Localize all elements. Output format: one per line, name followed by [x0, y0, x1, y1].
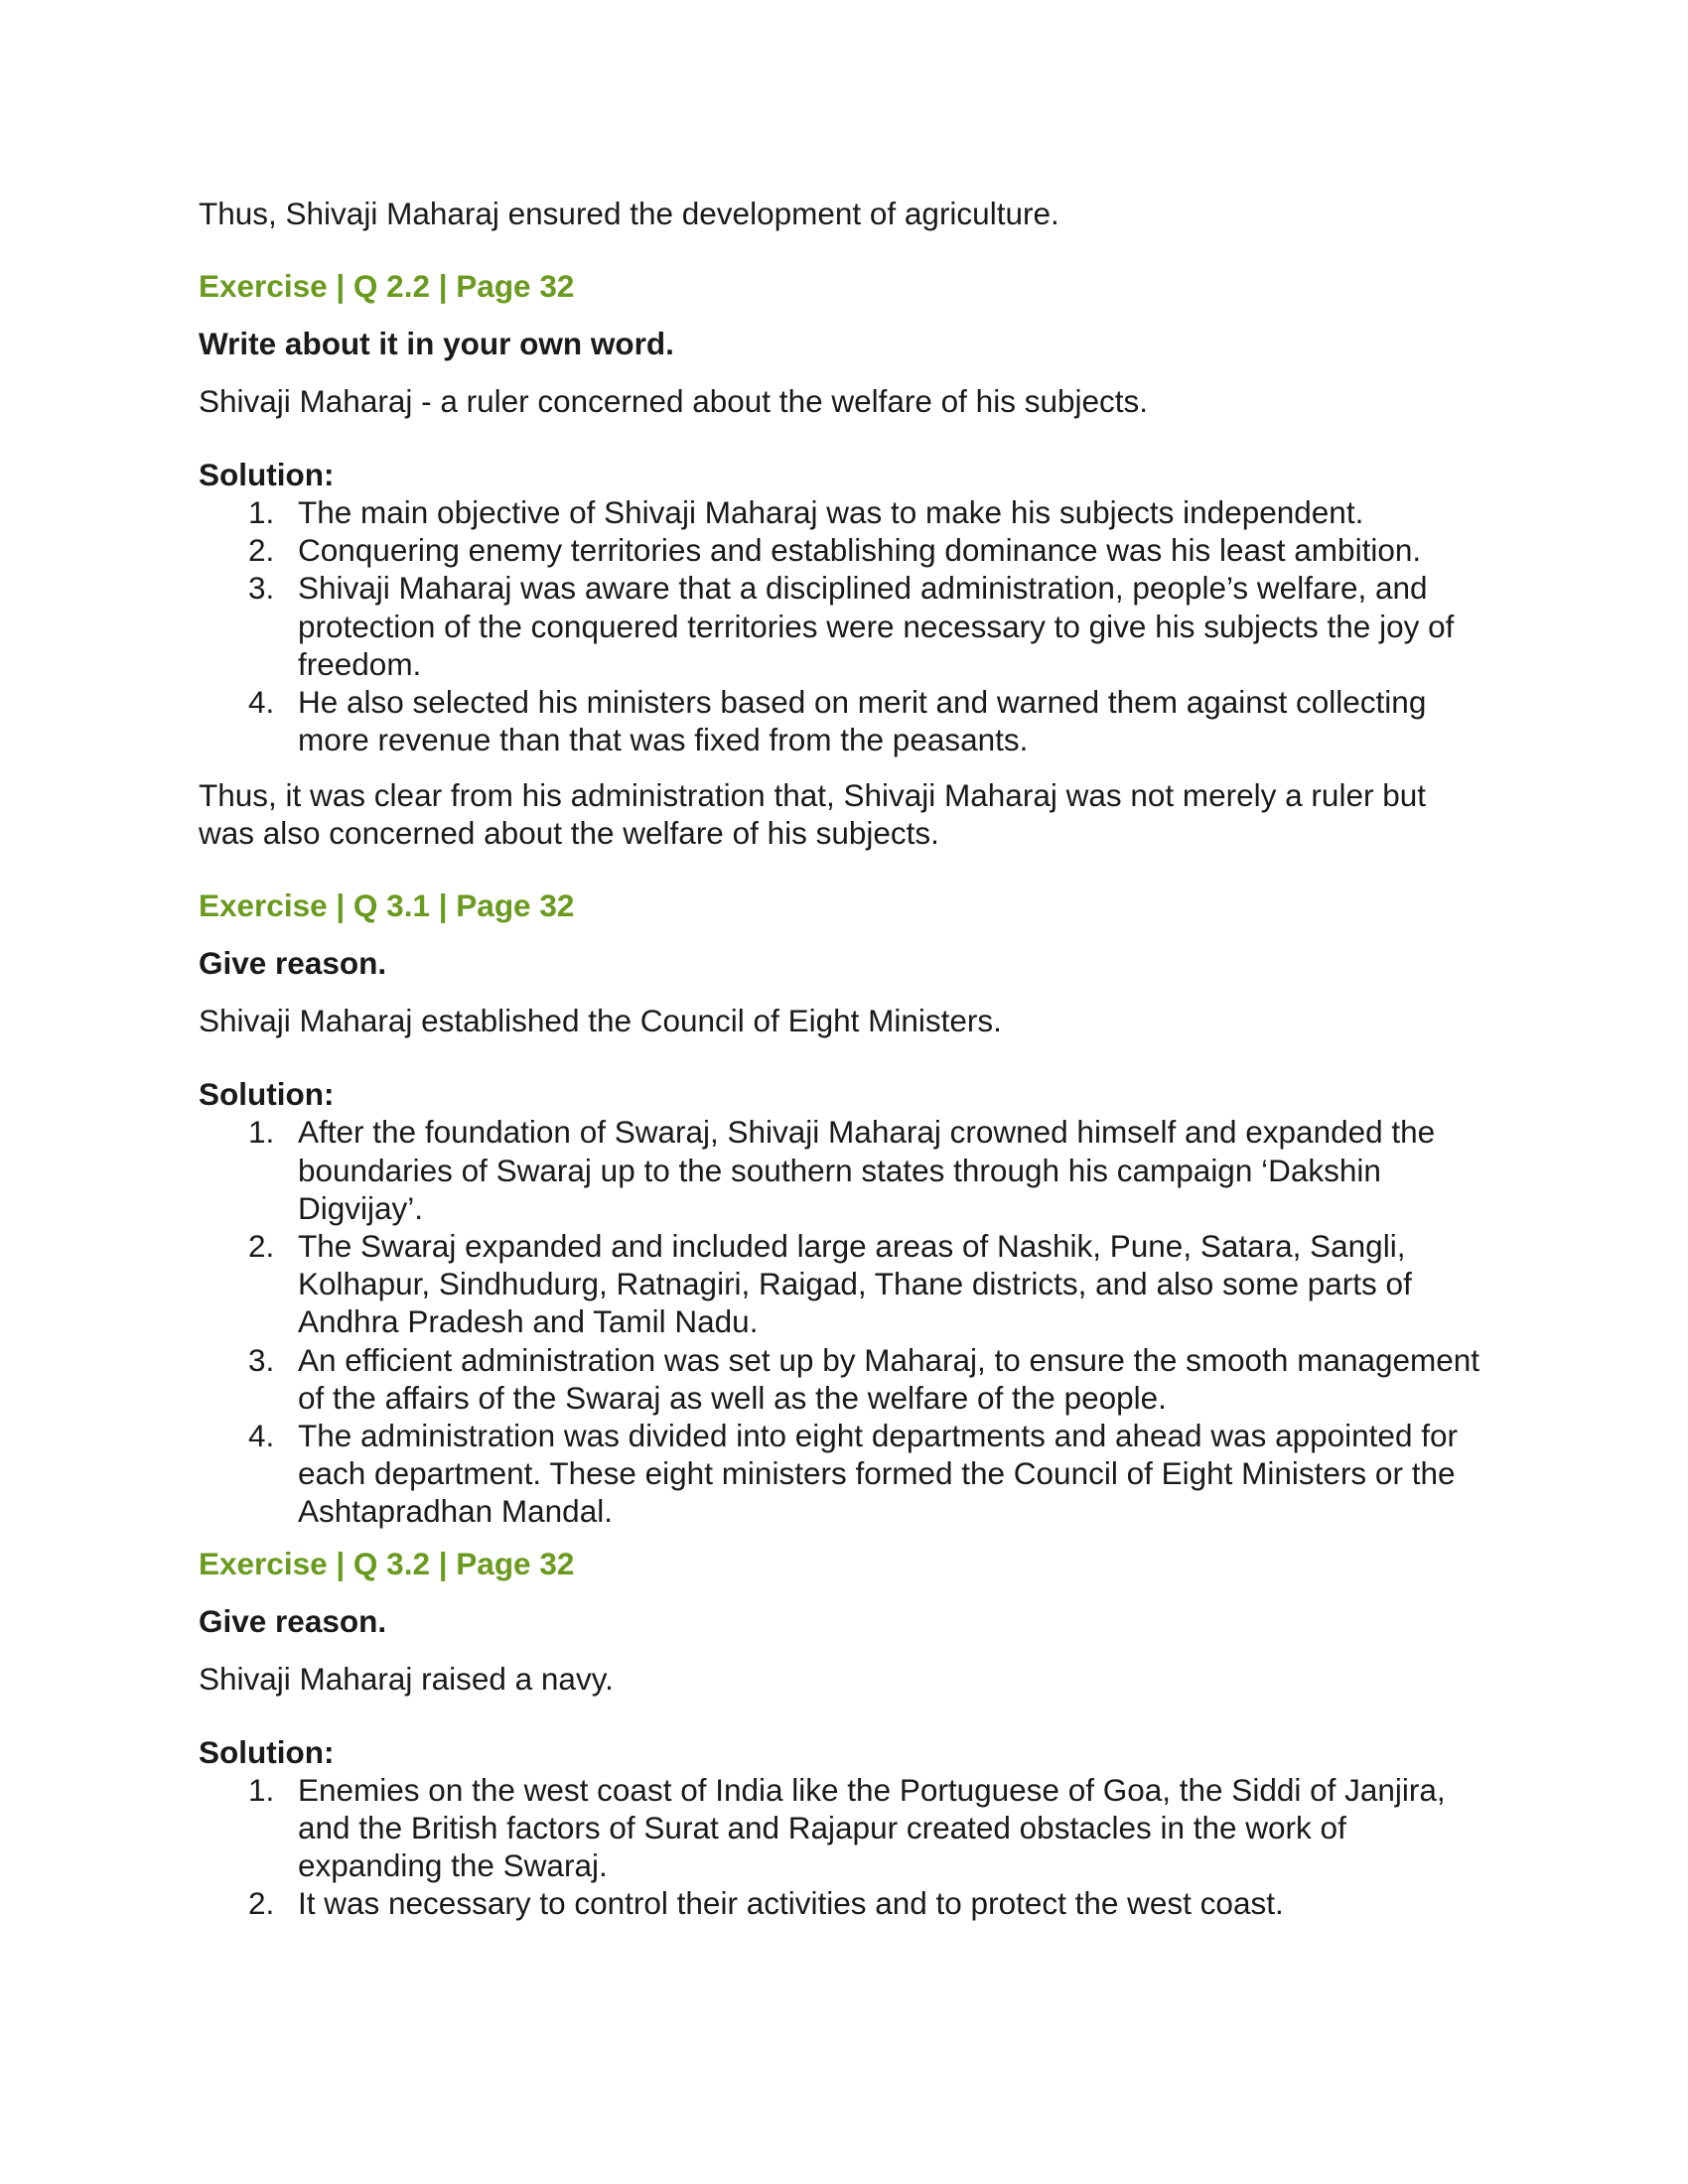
solution-list: [199, 1771, 1489, 1923]
list-item: [199, 1884, 1489, 1922]
solution-label: Solution:: [199, 1733, 335, 1770]
list-item: [199, 569, 1489, 683]
list-number: 1.: [248, 1114, 275, 1151]
list-number: 3.: [248, 1341, 275, 1378]
list-item-text: After the foundation of Swaraj, Shivaji Maharaj crowned himself and expanded the boundaries of Swaraj up to the southern states through his campaign ‘Dakshin Digvijay’.: [298, 1114, 1436, 1226]
list-number: 4.: [248, 684, 275, 721]
list-item: [199, 531, 1489, 569]
list-item: [199, 1113, 1489, 1227]
list-item-text: The Swaraj expanded and included large areas of Nashik, Pune, Satara, Sangli, Kolhapur, Sindhudurg, Ratnagiri, Raigad, Thane districts, and also some parts of Andhra Pradesh and Tamil Nadu.: [298, 1228, 1412, 1340]
list-number: 1.: [248, 494, 275, 530]
list-item: [199, 1341, 1489, 1417]
conclusion-paragraph: Thus, it was clear from his administration that, Shivaji Maharaj was not merely a ruler but was also concerned about the welfare of his subjects.: [199, 777, 1426, 852]
solution-list: [199, 493, 1489, 758]
exercise-heading: Exercise | Q 3.2 | Page 32: [199, 1545, 575, 1581]
list-item: [199, 1227, 1489, 1341]
question-text: Shivaji Maharaj raised a navy.: [199, 1660, 614, 1697]
list-item-text: The administration was divided into eight departments and ahead was appointed for each department. These eight ministers formed the Council of Eight Ministers or the Ashtapradhan Mandal.: [298, 1418, 1458, 1530]
list-number: 1.: [248, 1771, 275, 1808]
exercise-section-q3-1: [199, 887, 1489, 1530]
list-number: 2.: [248, 532, 275, 569]
list-item-text: The main objective of Shivaji Maharaj was to make his subjects independent.: [298, 494, 1364, 530]
list-item: [199, 1417, 1489, 1531]
question-title: Write about it in your own word.: [199, 326, 674, 361]
exercise-section-q2-2: [199, 267, 1489, 852]
exercise-section-q3-2: [199, 1545, 1489, 1923]
list-number: 3.: [248, 570, 275, 607]
solution-label: Solution:: [199, 1076, 335, 1113]
list-item-text: He also selected his ministers based on merit and warned them against collecting more revenue than that was fixed from the peasants.: [298, 684, 1427, 758]
list-item-text: It was necessary to control their activities and to protect the west coast.: [298, 1885, 1284, 1922]
list-item: [199, 493, 1489, 531]
list-item-text: Enemies on the west coast of India like the Portuguese of Goa, the Siddi of Janjira, and the British factors of Surat and Rajapur created obstacles in the work of expanding the Swaraj.: [298, 1771, 1446, 1884]
list-number: 4.: [248, 1418, 275, 1454]
exercise-heading: Exercise | Q 2.2 | Page 32: [199, 268, 575, 304]
list-number: 2.: [248, 1885, 275, 1922]
list-number: 2.: [248, 1228, 275, 1265]
solution-label: Solution:: [199, 457, 335, 492]
solution-list: [199, 1113, 1489, 1530]
question-title: Give reason.: [199, 1602, 387, 1639]
list-item-text: An efficient administration was set up by Maharaj, to ensure the smooth management of the affairs of the Swaraj as well as the welfare of the people.: [298, 1341, 1480, 1416]
list-item-text: Shivaji Maharaj was aware that a disciplined administration, people’s welfare, and protection of the conquered territories were necessary to give his subjects the joy of freedom.: [298, 570, 1455, 682]
question-text: Shivaji Maharaj established the Council of Eight Ministers.: [199, 1003, 1002, 1039]
exercise-heading: Exercise | Q 3.1 | Page 32: [199, 887, 575, 924]
list-item: [199, 683, 1489, 758]
document-page: [199, 195, 1489, 1922]
question-text: Shivaji Maharaj - a ruler concerned about the welfare of his subjects.: [199, 383, 1148, 419]
list-item: [199, 1771, 1489, 1885]
question-title: Give reason.: [199, 945, 387, 982]
intro-paragraph: Thus, Shivaji Maharaj ensured the development of agriculture.: [199, 196, 1059, 231]
list-item-text: Conquering enemy territories and establishing dominance was his least ambition.: [298, 532, 1422, 569]
